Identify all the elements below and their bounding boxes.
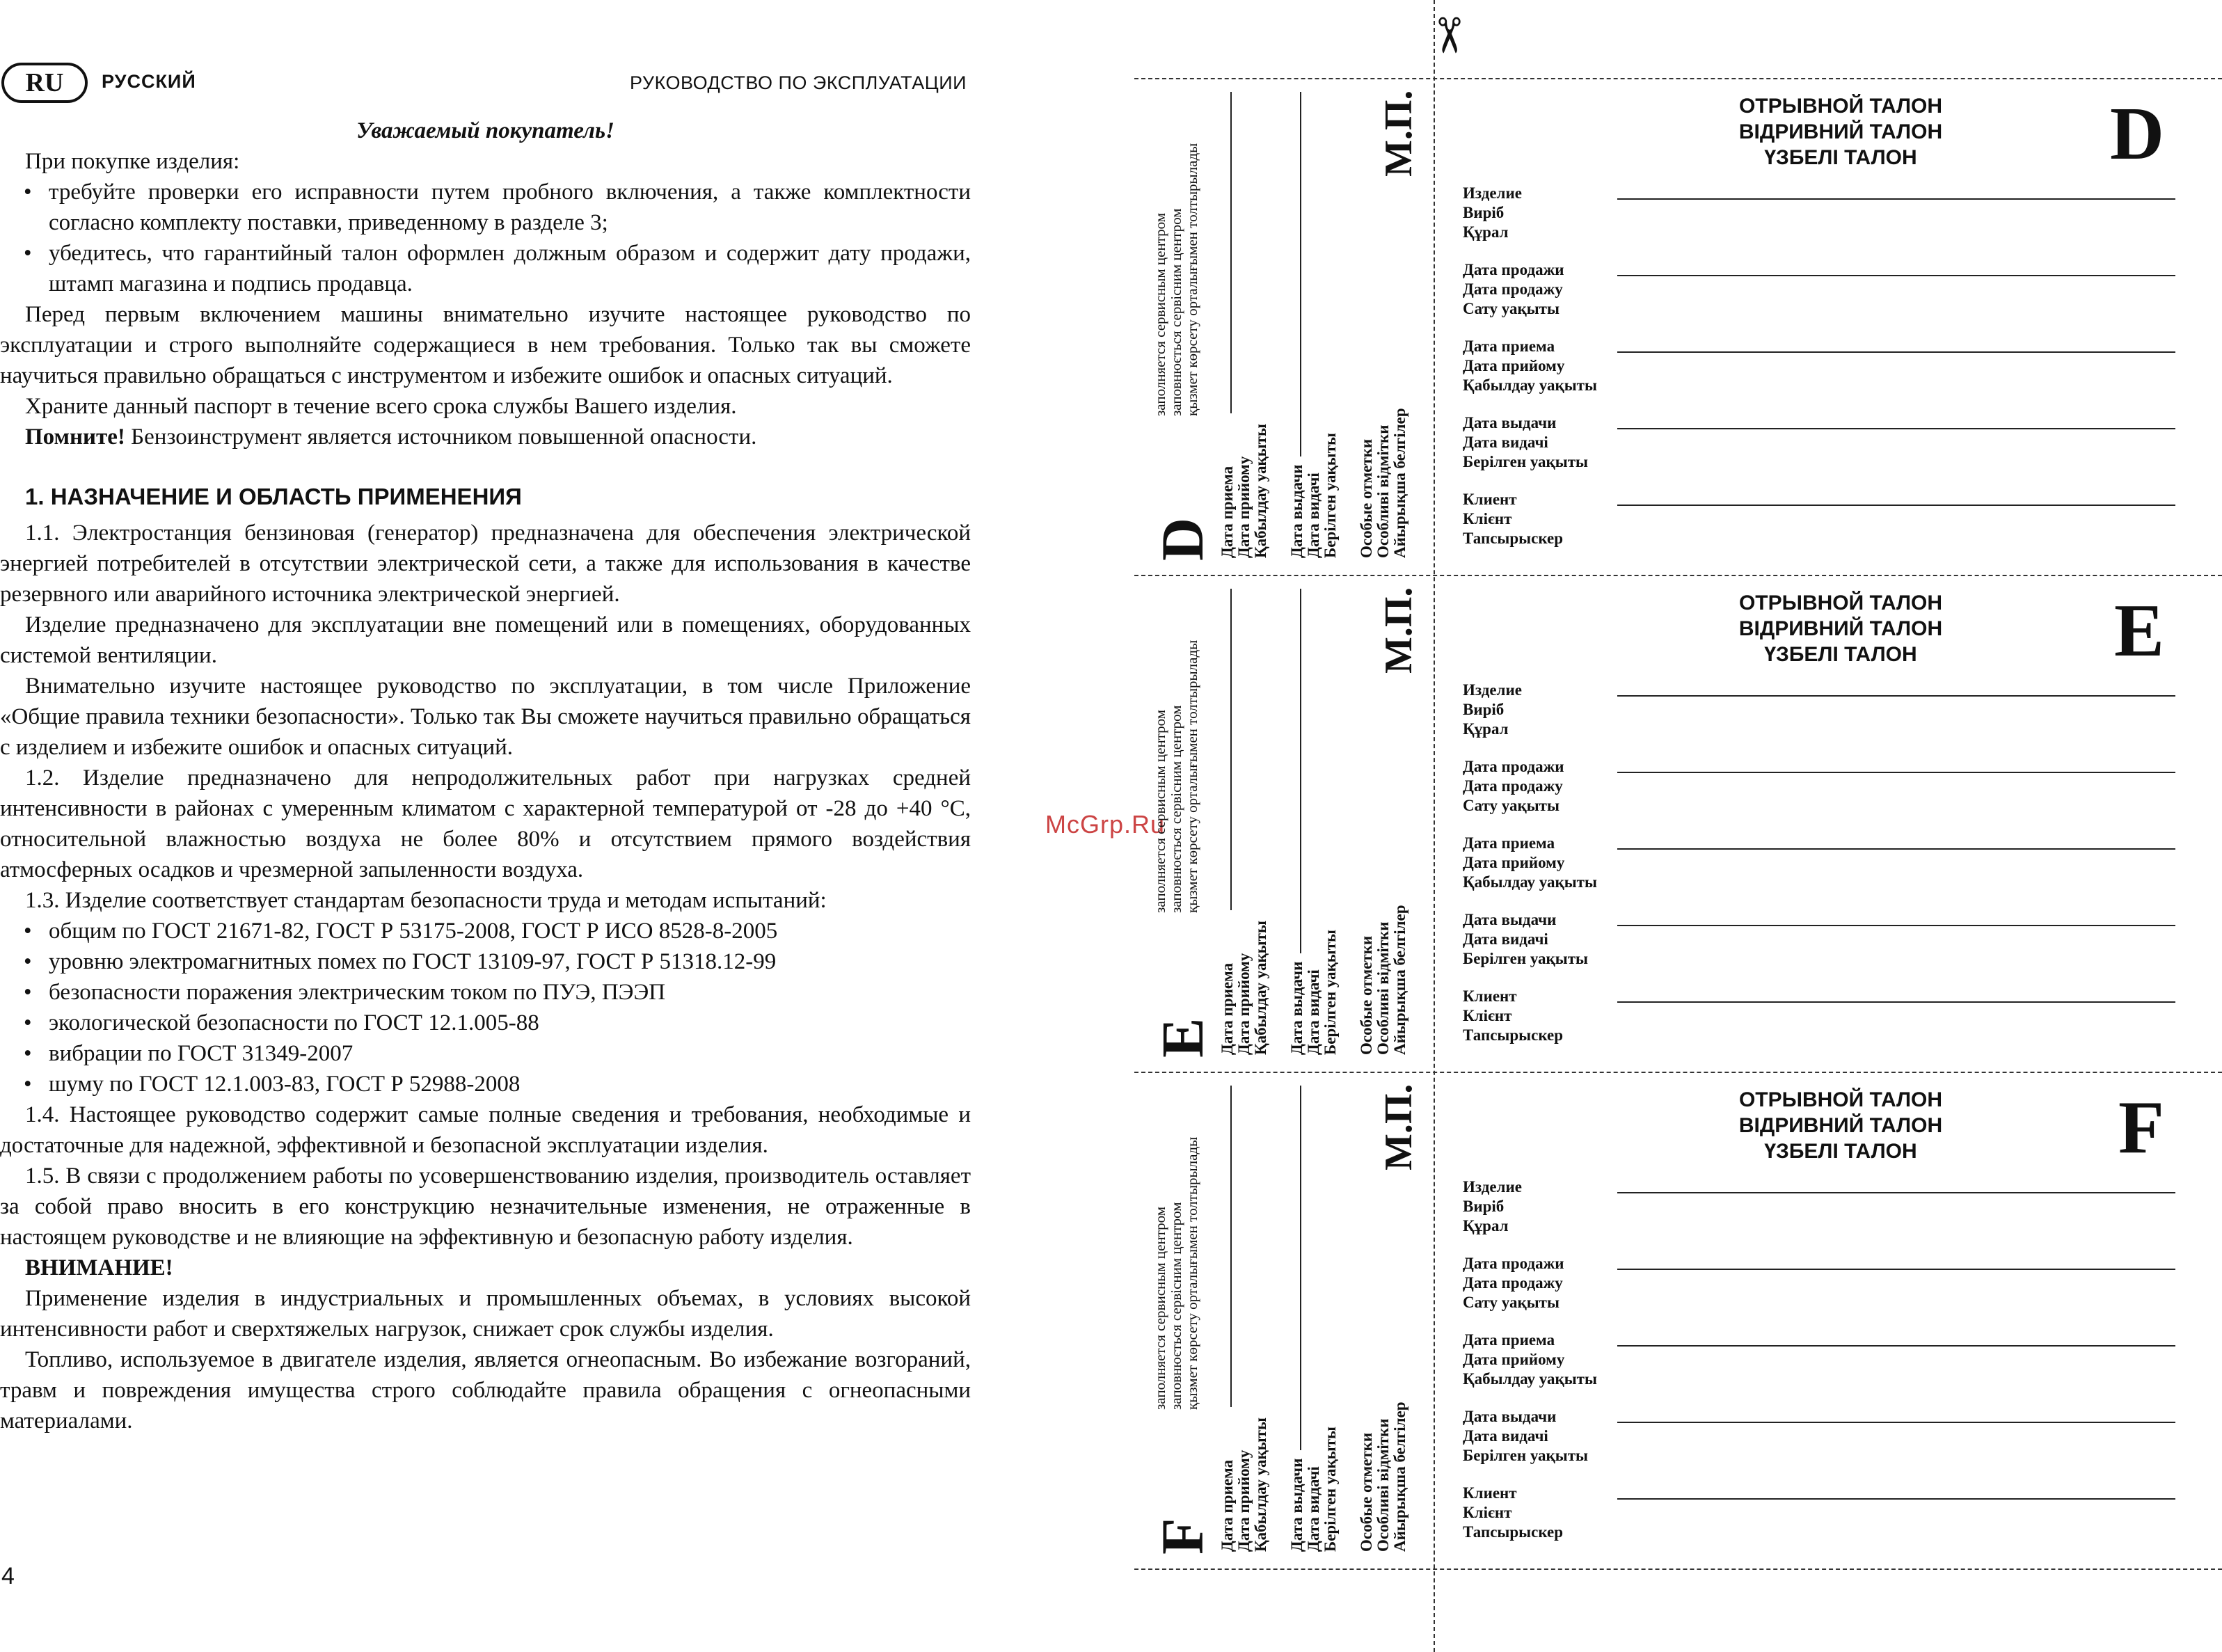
standard-item: • шуму по ГОСТ 12.1.003-83, ГОСТ Р 52988-2008 xyxy=(0,1069,971,1099)
paragraph: Внимательно изучите настоящее руководство по эксплуатации, в том числе Приложение «Общие правила техники безопасности». Только так Вы сможете научиться правильно обращаться с изделием и избежите ошибок и опасных ситуаций. xyxy=(0,674,971,760)
tear-off-coupon-f xyxy=(1434,1087,2192,1574)
tear-off-coupon-e xyxy=(1434,590,2192,1077)
field-sale-date[interactable]: Дата продажи Дата продажу Сату уақыты xyxy=(1463,260,2180,319)
coupon-title: ОТРЫВНОЙ ТАЛОН ВІДРИВНИЙ ТАЛОН ҮЗБЕЛІ ТАЛОН xyxy=(1738,1088,1943,1163)
paragraph: Храните данный паспорт в течение всего срока службы Вашего изделия. xyxy=(25,394,737,419)
page-number: 4 xyxy=(1,1563,15,1589)
coupon-letter: F xyxy=(2118,1086,2164,1169)
paragraph: При покупке изделия: xyxy=(25,149,240,174)
stamp-mark: М.П. xyxy=(1377,90,1420,177)
paragraph: 1.4. Настоящее руководство содержит самые полные сведения и требования, необходимые и достаточные для надежной, эффективной и безопасной эксплуатации изделия. xyxy=(0,1102,971,1158)
standard-item: • общим по ГОСТ 21671-82, ГОСТ Р 53175-2008, ГОСТ Р ИСО 8528-8-2005 xyxy=(0,916,971,946)
field-client[interactable]: Клиент Клієнт Тапсырыскер xyxy=(1463,987,2180,1045)
field-sale-date[interactable]: Дата продажи Дата продажу Сату уақыты xyxy=(1463,1254,2180,1312)
field-accept-date[interactable]: Дата приема Дата прийому Қабылдау уақыты xyxy=(1463,834,2180,892)
bullet-item: • убедитесь, что гарантийный талон оформлен должным образом и содержит дату продажи, штамп магазина и подпись продавца. xyxy=(0,238,971,299)
field-client[interactable]: Клиент Клієнт Тапсырыскер xyxy=(1463,1484,2180,1542)
field-accept-date[interactable]: Дата приема Дата прийому Қабылдау уақыты xyxy=(1463,1331,2180,1389)
field-product[interactable]: Изделие Виріб Құрал xyxy=(1463,184,2180,242)
remember-label: Помните! xyxy=(25,424,125,450)
coupon-stub-e xyxy=(1136,579,1428,1066)
stub-issue-line xyxy=(1300,92,1301,456)
stub-letter: D xyxy=(1149,517,1216,561)
standard-item: • уровню электромагнитных помех по ГОСТ 13109-97, ГОСТ Р 51318.12-99 xyxy=(0,946,971,977)
language-badge: RU xyxy=(1,63,88,103)
stub-issue-line xyxy=(1300,1086,1301,1450)
stub-accept-date: Дата приема Дата прийому Қабылдау уақыты xyxy=(1219,921,1269,1055)
standard-item: • вибрации по ГОСТ 31349-2007 xyxy=(0,1038,971,1069)
paragraph: 1.5. В связи с продолжением работы по усовершенствованию изделия, производитель оставляет за собой право вносить в его конструкцию незначительные изменения, не отраженные в настоящем руководстве и не влияющие на эффективную и безопасную работу изделия. xyxy=(0,1163,971,1250)
stamp-mark: М.П. xyxy=(1377,587,1420,674)
coupon-title: ОТРЫВНОЙ ТАЛОН ВІДРИВНИЙ ТАЛОН ҮЗБЕЛІ ТАЛОН xyxy=(1738,591,1943,666)
greeting: Уважаемый покупатель! xyxy=(356,118,614,143)
stub-accept-date: Дата приема Дата прийому Қабылдау уақыты xyxy=(1219,1417,1269,1552)
manual-page xyxy=(0,0,988,1652)
paragraph: Топливо, используемое в двигателе изделия, является огнеопасным. Во избежание возгораний, травм и повреждения имущества строго соблюдайте правила обращения с огнеопасными материалами. xyxy=(0,1347,971,1433)
coupon-stub-f xyxy=(1136,1076,1428,1563)
stub-notes: Особые отметки Особливі відмітки Айырықша белгілер xyxy=(1358,408,1408,558)
field-issue-date[interactable]: Дата выдачи Дата видачі Берілген уақыты xyxy=(1463,413,2180,472)
paragraph: Перед первым включением машины внимательно изучите настоящее руководство по эксплуатации и строго выполняйте содержащиеся в нем требования. Только так вы сможете научиться правильно обращаться с инструментом и избежите ошибок и опасных ситуаций. xyxy=(0,302,971,388)
standard-item: • экологической безопасности по ГОСТ 12.1.005-88 xyxy=(0,1008,971,1038)
standard-item: • безопасности поражения электрическим током по ПУЭ, ПЭЭП xyxy=(0,977,971,1008)
stub-accept-line xyxy=(1230,589,1232,910)
tear-off-coupon-d xyxy=(1434,93,2192,580)
stub-accept-date: Дата приема Дата прийому Қабылдау уақыты xyxy=(1219,424,1269,558)
field-sale-date[interactable]: Дата продажи Дата продажу Сату уақыты xyxy=(1463,757,2180,816)
stamp-mark: М.П. xyxy=(1377,1083,1420,1170)
bullet-item: • требуйте проверки его исправности путем пробного включения, а также комплектности согласно комплекту поставки, приведенному в разделе 3; xyxy=(0,177,971,238)
paragraph: 1.3. Изделие соответствует стандартам безопасности труда и методам испытаний: xyxy=(25,888,827,913)
coupon-letter: D xyxy=(2110,93,2164,175)
service-center-note: заполняется сервисным центром заповнюється сервісним центром қызмет көрсету орталығымен толтырылады xyxy=(1152,1136,1200,1410)
section-heading: 1. НАЗНАЧЕНИЕ И ОБЛАСТЬ ПРИМЕНЕНИЯ xyxy=(25,484,522,509)
stub-accept-line xyxy=(1230,1086,1232,1407)
paragraph: 1.2. Изделие предназначено для непродолжительных работ при нагрузках средней интенсивности в районах с умеренным климатом с характерной температурой от -28 до +40 °С, относительной влажностью воздуха не более 80% и отсутствием прямого воздействия атмосферных осадков и чрезмерной запыленности воздуха. xyxy=(0,765,971,882)
stub-issue-line xyxy=(1300,589,1301,953)
field-client[interactable]: Клиент Клієнт Тапсырыскер xyxy=(1463,490,2180,548)
coupon-stub-d xyxy=(1136,82,1428,569)
field-issue-date[interactable]: Дата выдачи Дата видачі Берілген уақыты xyxy=(1463,910,2180,969)
field-accept-date[interactable]: Дата приема Дата прийому Қабылдау уақыты xyxy=(1463,337,2180,395)
service-center-note: заполняется сервисным центром заповнюється сервісним центром қызмет көрсету орталығымен толтырылады xyxy=(1152,143,1200,416)
remember-text: Бензоинструмент является источником повышенной опасности. xyxy=(125,424,757,450)
paragraph xyxy=(0,422,971,452)
paragraph: Изделие предназначено для эксплуатации вне помещений или в помещениях, оборудованных системой вентиляции. xyxy=(0,612,971,668)
stub-letter: F xyxy=(1149,1518,1216,1555)
stub-issue-date: Дата выдачи Дата видачі Берілген уақыты xyxy=(1288,1426,1339,1552)
cut-line-top xyxy=(1134,78,2222,79)
field-product[interactable]: Изделие Виріб Құрал xyxy=(1463,1177,2180,1236)
field-issue-date[interactable]: Дата выдачи Дата видачі Берілген уақыты xyxy=(1463,1407,2180,1466)
stub-accept-line xyxy=(1230,92,1232,413)
stub-issue-date: Дата выдачи Дата видачі Берілген уақыты xyxy=(1288,432,1339,558)
watermark: McGrp.Ru xyxy=(1045,810,1166,839)
manual-text xyxy=(0,116,971,1436)
coupon-letter: E xyxy=(2113,589,2164,672)
manual-title: РУКОВОДСТВО ПО ЭКСПЛУАТАЦИИ xyxy=(630,72,967,93)
paragraph: 1.1. Электростанция бензиновая (генератор) предназначена для обеспечения электрической энергией потребителей в отсутствии электрической сети, а также для использования в качестве резервного или аварийного источника электрической энергией. xyxy=(0,521,971,607)
scissors-icon: ✂ xyxy=(1420,15,1477,56)
coupon-title: ОТРЫВНОЙ ТАЛОН ВІДРИВНИЙ ТАЛОН ҮЗБЕЛІ ТАЛОН xyxy=(1738,95,1943,169)
stub-notes: Особые отметки Особливі відмітки Айырықша белгілер xyxy=(1358,1401,1408,1552)
stub-letter: E xyxy=(1149,1017,1216,1058)
stub-notes: Особые отметки Особливі відмітки Айырықша белгілер xyxy=(1358,905,1408,1055)
language-name: РУССКИЙ xyxy=(102,71,196,92)
stub-issue-date: Дата выдачи Дата видачі Берілген уақыты xyxy=(1288,929,1339,1055)
field-product[interactable]: Изделие Виріб Құрал xyxy=(1463,681,2180,739)
paragraph: Применение изделия в индустриальных и промышленных объемах, в условиях высокой интенсивности работ и сверхтяжелых нагрузок, снижает срок службы изделия. xyxy=(0,1286,971,1342)
warning-heading: ВНИМАНИЕ! xyxy=(25,1255,173,1280)
service-center-note: заполняется сервисным центром заповнюється сервісним центром қызмет көрсету орталығымен толтырылады xyxy=(1152,640,1200,913)
